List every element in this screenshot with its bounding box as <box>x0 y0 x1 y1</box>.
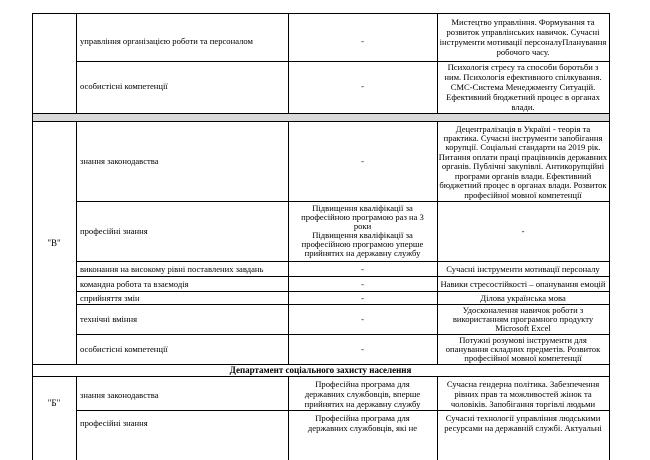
training-topic: корупції. Соціальні стандарти на 2019 рік. <box>445 142 601 152</box>
training-program: прийнятих на державну службу <box>304 248 421 258</box>
competency-area: виконання на високому рівні поставлених завдань <box>80 264 264 274</box>
training-topic: рівних прав та можливостей жінок та <box>454 389 592 399</box>
training-program: - <box>361 156 364 166</box>
training-topic: Психологія стресу та способи боротьби з <box>447 62 599 72</box>
competency-area: особистісні компетенції <box>80 344 168 354</box>
table-rule <box>32 13 33 460</box>
table-rule <box>76 376 77 460</box>
table-rule <box>609 13 610 460</box>
training-program: - <box>361 81 364 91</box>
group-label: "Б" <box>47 398 61 408</box>
table-rule <box>76 261 610 262</box>
training-program: Професійна програма для <box>315 413 410 423</box>
training-program: - <box>361 344 364 354</box>
training-program: Підвищення кваліфікації за <box>312 230 413 240</box>
training-topic: СМС-Система Менеджменту Ситуацій. <box>450 82 596 92</box>
training-program: професійною програмою уперше <box>301 239 424 249</box>
training-topic: програми органів влади. Ефективний <box>454 171 592 181</box>
training-topic: Сучасна гендерна політика. Забезпечення <box>446 379 600 389</box>
table-rule <box>32 113 610 114</box>
competency-area: особистісні компетенції <box>80 81 168 91</box>
competency-area: технічні вміння <box>80 314 138 324</box>
section-header: Департамент соціального захисту населення <box>229 365 412 375</box>
training-topic: використанням програмного продукту <box>452 314 594 324</box>
training-program: - <box>361 279 364 289</box>
table-rule <box>32 376 610 377</box>
group-label: "В" <box>47 238 61 248</box>
table-rule <box>288 13 289 113</box>
training-topic: Питання оплати праці працівників державних <box>438 152 608 162</box>
table-rule <box>32 121 610 122</box>
competency-area: знання законодавства <box>80 390 159 400</box>
training-program: прийнятих на державну службу <box>304 399 421 409</box>
table-rule <box>76 121 77 364</box>
training-topic: чоловіків. Запобігання торгівлі людьми <box>450 399 596 409</box>
competency-area: професійні знання <box>80 226 148 236</box>
gray-separator-row <box>32 113 609 121</box>
table-rule <box>76 291 610 292</box>
training-topic: Потужні розумові інструменти для <box>459 335 587 345</box>
training-topic: опанування складних предметів. Розвиток <box>445 344 601 354</box>
competency-area: сприйняття змін <box>80 293 140 303</box>
training-topic: Сучасні технології управління людськими <box>445 413 601 423</box>
training-topic: Сучасні інструменти мотивації персоналу <box>446 264 600 274</box>
competency-area: знання законодавства <box>80 156 159 166</box>
training-program: Підвищення кваліфікації за <box>312 203 413 213</box>
training-topic: професійної мовної компетенції <box>464 353 582 363</box>
training-program: роки <box>353 221 372 231</box>
competency-area: управління організацією роботи та персоналом <box>80 36 253 46</box>
training-program: - <box>361 293 364 303</box>
competency-area: командна робота та взаємодія <box>80 279 189 289</box>
training-topic: Ефективний бюджетний процес в органах <box>446 92 600 102</box>
training-program: державних службовців, вперше <box>304 389 421 399</box>
training-topic: Навики стресостійкості – опанування емоцій <box>440 279 606 289</box>
table-rule <box>76 276 610 277</box>
training-topic: Ділова українська мова <box>480 293 566 303</box>
table-rule <box>76 13 77 113</box>
training-topic: органів. Публічні закупівлі. Антикорупційні <box>441 161 605 171</box>
training-topic: професійної мовної компетенції <box>464 190 582 200</box>
training-program: - <box>361 314 364 324</box>
table-rule <box>32 13 610 14</box>
training-topic: ресурсами на державній службі. Актуальні <box>444 423 602 433</box>
competency-area: професійні знання <box>80 418 148 428</box>
training-program: - <box>361 264 364 274</box>
training-program: професійною програмою раз на 3 <box>301 212 424 222</box>
training-topic: робочого часу. <box>496 47 550 57</box>
training-topic: Microsoft Excel <box>495 323 551 333</box>
training-topic: ним. Психологія ефективного спілкування. <box>444 72 602 82</box>
training-topic: Мистецтво управління. Формування та <box>451 17 595 27</box>
training-topic: інструменти мотивації персоналуПланування <box>439 37 607 47</box>
training-topic: розвиток управлінських навичок. Сучасні <box>446 27 600 37</box>
training-topic: Удосконалення навичок роботи з <box>462 305 584 315</box>
training-topic: бюджетний процес в органах влади. Розвиток <box>439 180 607 190</box>
training-program: державних службовців, які не <box>307 423 418 433</box>
training-program: Професійна програма для <box>315 379 410 389</box>
training-topic: Децентралізація в Україні - теорія та <box>455 124 591 134</box>
training-program: - <box>361 36 364 46</box>
table-rule <box>76 201 610 202</box>
training-topic: влади. <box>511 102 535 112</box>
training-topic: практика. Сучасні інструменти запобігання <box>443 133 603 143</box>
training-topic: - <box>521 226 525 236</box>
table-rule <box>76 410 610 411</box>
